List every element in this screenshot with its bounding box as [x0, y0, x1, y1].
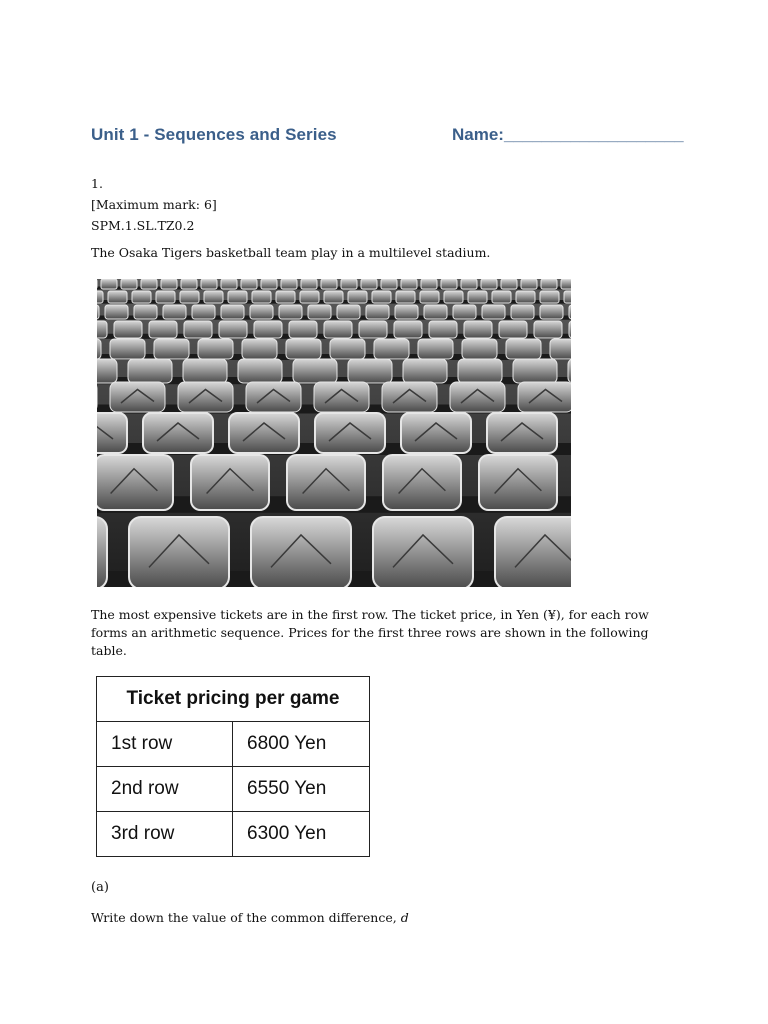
row-price: 6300 Yen — [233, 812, 370, 857]
table-row — [97, 812, 370, 857]
maximum-mark: [Maximum mark: 6] — [91, 197, 217, 212]
table-title: Ticket pricing per game — [97, 677, 370, 722]
part-a-prompt: Write down the value of the common difference, — [91, 910, 401, 925]
part-a-label: (a) — [91, 880, 109, 895]
description-line: forms an arithmetic sequence. Prices for the first three rows are shown in the following — [91, 625, 649, 640]
question-number: 1. — [91, 176, 103, 191]
ticket-pricing-table — [96, 676, 370, 857]
worksheet-title: Unit 1 - Sequences and Series — [91, 125, 337, 144]
question-intro: The Osaka Tigers basketball team play in a multilevel stadium. — [91, 245, 491, 260]
row-price: 6800 Yen — [233, 722, 370, 767]
row-label: 2nd row — [97, 767, 233, 812]
question-code: SPM.1.SL.TZ0.2 — [91, 218, 195, 233]
table-row — [97, 722, 370, 767]
row-label: 3rd row — [97, 812, 233, 857]
description-line: The most expensive tickets are in the first row. The ticket price, in Yen (¥), for each row — [91, 607, 649, 622]
row-label: 1st row — [97, 722, 233, 767]
description-paragraph — [91, 606, 649, 660]
description-line: table. — [91, 643, 127, 658]
row-price: 6550 Yen — [233, 767, 370, 812]
stadium-seats-photo — [97, 279, 571, 587]
part-a-question — [91, 910, 409, 925]
variable-d: d — [400, 910, 409, 925]
name-field-label: Name:___________________ — [452, 125, 684, 144]
question-meta — [91, 173, 217, 236]
table-row — [97, 767, 370, 812]
